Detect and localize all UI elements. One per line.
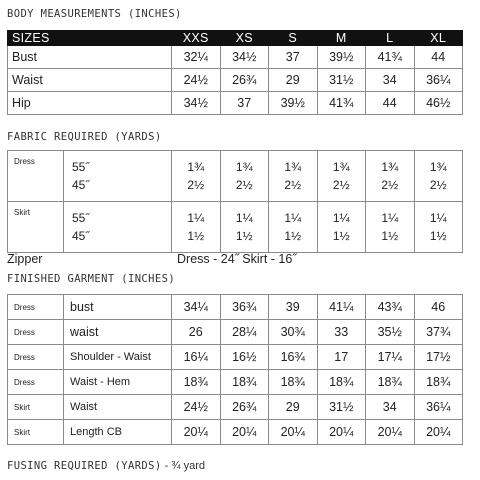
zipper-value: Dress - 24˝ Skirt - 16˝ (177, 252, 297, 266)
finished-measure-value: 41¼ (317, 295, 366, 320)
finished-measure-value: 43¾ (366, 295, 415, 320)
measurement-value: 31½ (317, 69, 366, 92)
fabric-yardage-value: 1¾ (235, 160, 253, 174)
fabric-yardage-value: 1½ (235, 229, 253, 243)
measurement-value: 32¼ (172, 46, 221, 69)
finished-measure-value: 18¾ (414, 370, 463, 395)
fabric-required-table (7, 150, 463, 253)
fabric-yardage-value: 1¼ (381, 211, 399, 225)
finished-measure-value: 33 (317, 320, 366, 345)
finished-measure-value: 20¼ (366, 420, 415, 445)
finished-measure-value: 36¼ (414, 395, 463, 420)
measurement-value: 46½ (414, 92, 463, 115)
zipper-label: Zipper (7, 252, 43, 266)
finished-measure-value: 17½ (414, 345, 463, 370)
fabric-yardage-value: 1¾ (332, 160, 350, 174)
finished-measure-value: 18¾ (220, 370, 269, 395)
fabric-yardage-value: 1¾ (381, 160, 399, 174)
garment-tag: Dress (8, 370, 64, 395)
finished-measure-value: 17¼ (366, 345, 415, 370)
measurement-value: 44 (366, 92, 415, 115)
finished-garment-title: FINISHED GARMENT (INCHES) (7, 273, 176, 285)
fabric-yardage-value: 1¾ (429, 160, 447, 174)
measurement-value: 39½ (317, 46, 366, 69)
measurement-value: 37 (269, 46, 318, 69)
finished-measure-value: 20¼ (317, 420, 366, 445)
table-row (8, 151, 463, 202)
finished-measure-label: Shoulder - Waist (64, 345, 172, 370)
finished-measure-value: 34¼ (172, 295, 221, 320)
finished-measure-value: 26 (172, 320, 221, 345)
table-row (8, 345, 463, 370)
finished-measure-value: 36¾ (220, 295, 269, 320)
finished-measure-value: 17 (317, 345, 366, 370)
fabric-yardage-value: 2½ (381, 178, 399, 192)
table-row (8, 320, 463, 345)
fabric-yardage-value: 1¼ (235, 211, 253, 225)
measurement-value: 41¾ (366, 46, 415, 69)
garment-tag: Skirt (8, 395, 64, 420)
sizes-header-row (8, 31, 463, 46)
fabric-yardage-value: 1¾ (187, 160, 205, 174)
table-row (8, 420, 463, 445)
finished-measure-value: 18¾ (317, 370, 366, 395)
fabric-widths (64, 202, 172, 253)
size-header-cell: M (317, 31, 366, 46)
measurement-label: Bust (8, 46, 172, 69)
finished-measure-value: 28¼ (220, 320, 269, 345)
finished-measure-value: 18¾ (269, 370, 318, 395)
fabric-width-value: 45˝ (72, 178, 90, 192)
fabric-yardage-cell (220, 202, 269, 253)
garment-tag: Dress (8, 295, 64, 320)
finished-garment-table (7, 294, 463, 445)
measurement-value: 29 (269, 69, 318, 92)
measurement-value: 34 (366, 69, 415, 92)
measurement-value: 34½ (172, 92, 221, 115)
fabric-yardage-cell (172, 151, 221, 202)
measurement-value: 39½ (269, 92, 318, 115)
fabric-yardage-cell (317, 202, 366, 253)
finished-measure-label: Waist (64, 395, 172, 420)
size-header-cell: L (366, 31, 415, 46)
finished-measure-value: 16¼ (172, 345, 221, 370)
fabric-yardage-value: 1½ (284, 229, 302, 243)
fabric-yardage-cell (172, 202, 221, 253)
fabric-yardage-value: 1¼ (187, 211, 205, 225)
finished-measure-value: 30¾ (269, 320, 318, 345)
body-measurements-title: BODY MEASUREMENTS (INCHES) (7, 8, 182, 20)
garment-tag: Skirt (8, 420, 64, 445)
fabric-yardage-value: 1¼ (284, 211, 302, 225)
size-header-cell: XL (414, 31, 463, 46)
finished-measure-value: 29 (269, 395, 318, 420)
garment-tag: Skirt (8, 202, 64, 253)
fabric-width-value: 45˝ (72, 229, 90, 243)
finished-measure-label: Length CB (64, 420, 172, 445)
fabric-yardage-value: 1½ (429, 229, 447, 243)
fabric-yardage-value: 1¼ (429, 211, 447, 225)
measurement-value: 34½ (220, 46, 269, 69)
finished-measure-value: 16½ (220, 345, 269, 370)
garment-tag: Dress (8, 320, 64, 345)
measurement-value: 26¾ (220, 69, 269, 92)
table-row (8, 92, 463, 115)
size-header-cell: S (269, 31, 318, 46)
fabric-widths (64, 151, 172, 202)
measurement-label: Waist (8, 69, 172, 92)
fabric-yardage-value: 1¼ (332, 211, 350, 225)
finished-measure-value: 31½ (317, 395, 366, 420)
finished-measure-value: 20¼ (172, 420, 221, 445)
fabric-yardage-value: 2½ (284, 178, 302, 192)
finished-measure-label: waist (64, 320, 172, 345)
finished-measure-value: 20¼ (414, 420, 463, 445)
finished-measure-label: bust (64, 295, 172, 320)
fabric-yardage-value: 2½ (187, 178, 205, 192)
fabric-yardage-value: 2½ (235, 178, 253, 192)
table-row (8, 395, 463, 420)
fabric-yardage-value: 1½ (187, 229, 205, 243)
finished-measure-value: 39 (269, 295, 318, 320)
measurement-label: Hip (8, 92, 172, 115)
measurement-value: 44 (414, 46, 463, 69)
fabric-yardage-value: 1¾ (284, 160, 302, 174)
body-measurements-table (7, 30, 463, 115)
table-row (8, 69, 463, 92)
table-row (8, 46, 463, 69)
measurement-value: 24½ (172, 69, 221, 92)
finished-measure-value: 35½ (366, 320, 415, 345)
finished-measure-value: 46 (414, 295, 463, 320)
finished-measure-value: 34 (366, 395, 415, 420)
fabric-yardage-cell (366, 151, 415, 202)
finished-measure-value: 16¾ (269, 345, 318, 370)
fabric-width-value: 55˝ (72, 211, 90, 225)
fabric-yardage-cell (269, 151, 318, 202)
fabric-yardage-cell (414, 202, 463, 253)
garment-tag: Dress (8, 151, 64, 202)
fusing-row (7, 456, 205, 474)
sizes-header-label: SIZES (8, 31, 172, 46)
fusing-required-title: FUSING REQUIRED (YARDS) (7, 460, 162, 472)
table-row (8, 202, 463, 253)
finished-measure-value: 26¾ (220, 395, 269, 420)
measurement-value: 37 (220, 92, 269, 115)
size-header-cell: XXS (172, 31, 221, 46)
measurement-value: 41¾ (317, 92, 366, 115)
fusing-value: - ¾ yard (161, 460, 206, 472)
garment-tag: Dress (8, 345, 64, 370)
finished-measure-label: Waist - Hem (64, 370, 172, 395)
fabric-yardage-cell (269, 202, 318, 253)
fabric-width-value: 55˝ (72, 160, 90, 174)
fabric-yardage-cell (317, 151, 366, 202)
fabric-yardage-cell (366, 202, 415, 253)
finished-measure-value: 18¾ (366, 370, 415, 395)
table-row (8, 295, 463, 320)
fabric-yardage-value: 1½ (332, 229, 350, 243)
fabric-yardage-cell (414, 151, 463, 202)
fabric-yardage-value: 1½ (381, 229, 399, 243)
fabric-yardage-cell (220, 151, 269, 202)
finished-measure-value: 18¾ (172, 370, 221, 395)
finished-measure-value: 20¼ (269, 420, 318, 445)
finished-measure-value: 37¾ (414, 320, 463, 345)
finished-measure-value: 24½ (172, 395, 221, 420)
fabric-yardage-value: 2½ (429, 178, 447, 192)
measurement-value: 36¼ (414, 69, 463, 92)
fabric-required-title: FABRIC REQUIRED (YARDS) (7, 131, 162, 143)
finished-measure-value: 20¼ (220, 420, 269, 445)
size-header-cell: XS (220, 31, 269, 46)
table-row (8, 370, 463, 395)
fabric-yardage-value: 2½ (332, 178, 350, 192)
